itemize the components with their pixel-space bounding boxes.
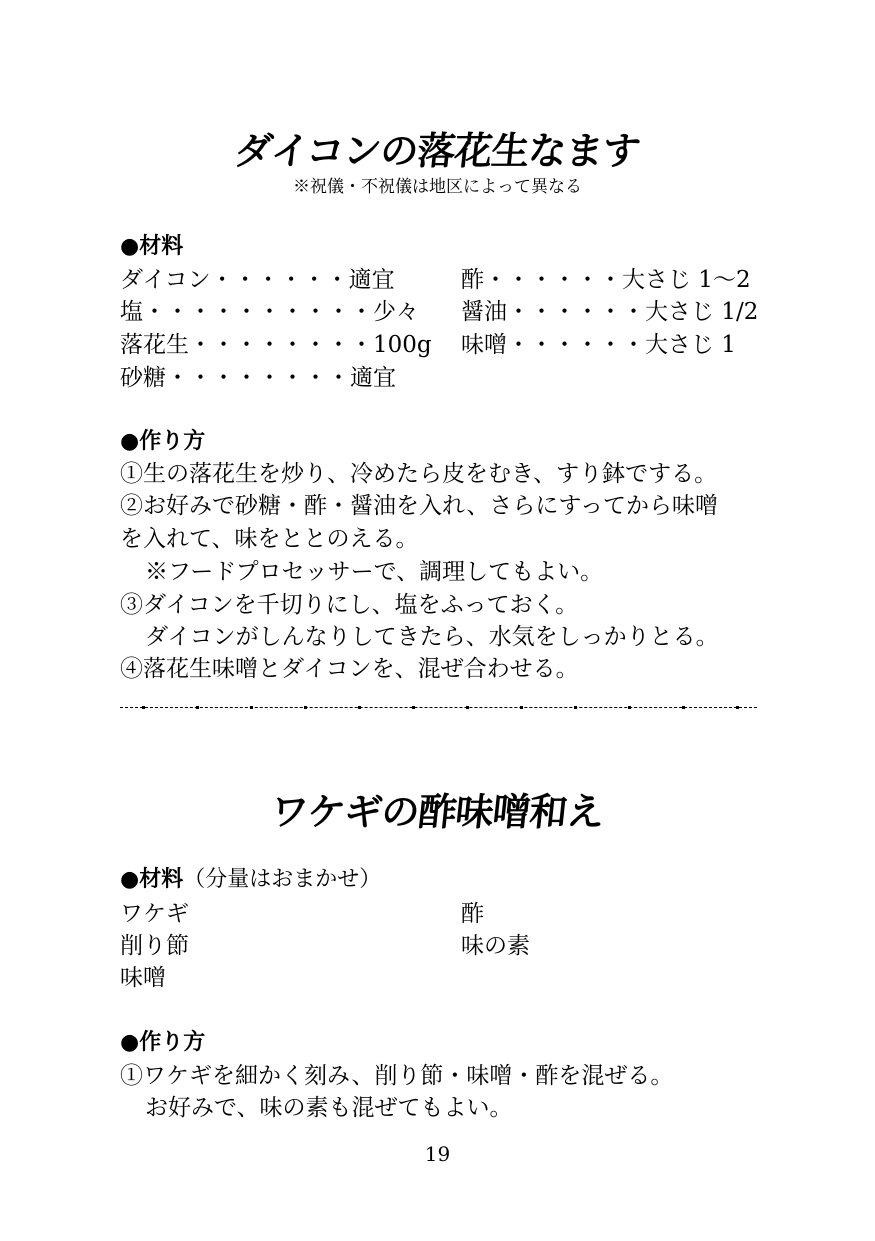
section-divider	[120, 707, 757, 708]
step-line: ①生の落花生を炒り、冷めたら皮をむき、すり鉢でする。	[120, 461, 718, 487]
ingredient-row	[120, 326, 432, 359]
page-number: 19	[424, 1142, 451, 1166]
recipe2-title: ワケギの酢味噌和え	[268, 790, 606, 834]
ingredient-item: 酢	[461, 901, 484, 927]
ingredient-row	[120, 359, 396, 392]
ingredient-amount: 適宜	[350, 365, 396, 391]
ingredient-row	[120, 293, 419, 326]
ingredient-name: 酢・・・・・・	[461, 267, 622, 293]
ingredient-name: 砂糖・・・・・・・・	[120, 365, 350, 391]
ingredient-item: 削り節	[120, 933, 189, 959]
step-line: ④落花生味噌とダイコンを、混ぜ合わせる。	[120, 656, 579, 682]
ingredient-name: 落花生・・・・・・・・	[120, 332, 373, 358]
ingredient-item: ワケギ	[120, 901, 189, 927]
ingredient-amount: 100g	[373, 332, 432, 358]
ingredient-item: 味の素	[461, 933, 530, 959]
materials-label: ●材料	[120, 867, 184, 892]
recipe1-subtitle: ※祝儀・不祝儀は地区によって異なる	[293, 177, 582, 197]
ingredient-amount: 適宜	[348, 267, 395, 293]
step-line: ②お好みで砂糖・酢・醤油を入れ、さらにすってから味噌	[120, 493, 718, 519]
recipe2-steps-heading: ●作り方	[120, 1030, 206, 1055]
ingredient-name: 塩・・・・・・・・・・	[120, 299, 373, 325]
materials-note: （分量はおまかせ）	[183, 867, 382, 892]
recipe1-steps-heading: ●作り方	[120, 429, 206, 454]
recipe1-title: ダイコンの落花生なます	[232, 129, 642, 173]
ingredient-row	[461, 261, 751, 294]
ingredient-amount: 少々	[373, 299, 419, 325]
step-line: ③ダイコンを千切りにし、塩をふっておく。	[120, 592, 579, 618]
step-line: ダイコンがしんなりしてきたら、水気をしっかりとる。	[145, 624, 719, 650]
step-line: を入れて、味をととのえる。	[120, 526, 419, 552]
ingredient-item: 味噌	[120, 965, 166, 991]
ingredient-amount: 大さじ 1/2	[645, 299, 759, 325]
ingredient-name: 醤油・・・・・・	[461, 299, 645, 325]
ingredient-row	[120, 261, 395, 294]
step-line: ①ワケギを細かく刻み、削り節・味噌・酢を混ぜる。	[120, 1063, 674, 1089]
step-line: ※フードプロセッサーで、調理してもよい。	[145, 559, 604, 585]
recipe1-materials-heading: ●材料	[120, 234, 184, 259]
step-line: お好みで、味の素も混ぜてもよい。	[145, 1095, 513, 1121]
ingredient-name: 味噌・・・・・・	[461, 332, 645, 358]
ingredient-name: ダイコン・・・・・・	[120, 267, 349, 293]
ingredient-amount: 大さじ 1	[645, 332, 736, 358]
ingredient-row	[461, 293, 758, 326]
ingredient-amount: 大さじ 1～2	[622, 267, 751, 293]
ingredient-row	[461, 326, 736, 359]
recipe2-materials-heading	[120, 862, 381, 893]
